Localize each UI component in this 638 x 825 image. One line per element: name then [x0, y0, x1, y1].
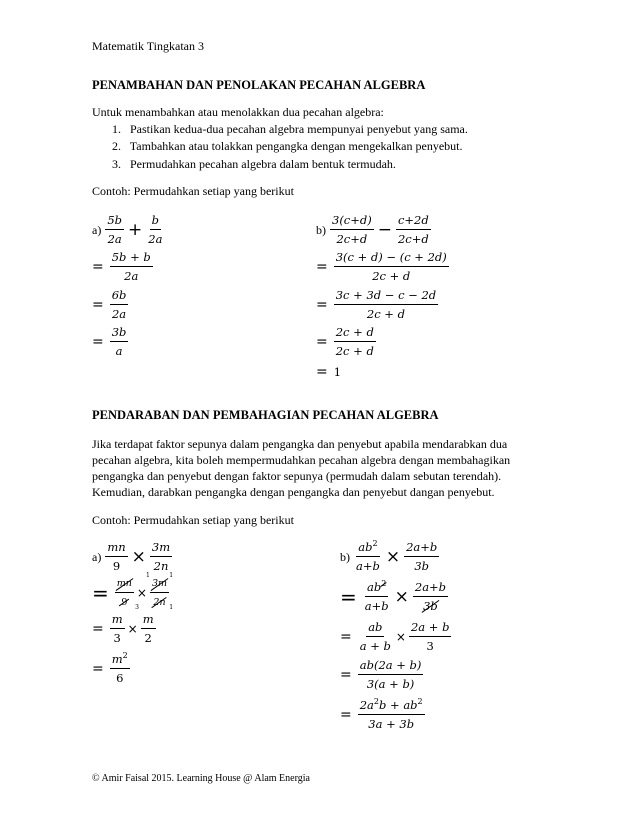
numerator: b — [150, 213, 161, 230]
step-text: Tambahkan atau tolakkan pengangka dengan mengekalkan penyebut. — [129, 139, 463, 153]
denominator: 2c + d — [335, 344, 374, 358]
minus-operator: − — [377, 220, 392, 240]
denominator: 3b — [414, 559, 430, 573]
s2b-cancel — [340, 580, 448, 614]
numerator: ab — [358, 540, 373, 554]
cancelled-exponent: 2 — [381, 579, 387, 589]
fraction — [115, 576, 139, 611]
paragraph-line: pengangka dan penyebut dengan faktor sepunya (permudah dalam sebutan terendah). — [92, 469, 502, 483]
fraction — [110, 325, 129, 359]
paragraph-line: Kemudian, darabkan pengangka dengan pengangka dan penyebut dangan penyebut. — [92, 485, 495, 499]
s2b-step2 — [340, 620, 451, 654]
numerator-part: 2a — [359, 698, 374, 712]
fraction — [334, 288, 438, 322]
numerator: 5b + b — [110, 250, 153, 267]
s2b-step3 — [340, 658, 423, 692]
fraction — [358, 620, 393, 654]
step-number: 1. — [112, 122, 121, 136]
s1b-step1 — [316, 250, 449, 284]
times-operator: × — [394, 587, 409, 607]
fraction — [330, 213, 374, 247]
paragraph-line: Jika terdapat faktor sepunya dalam pengangka dan penyebut apabila mendarabkan dua — [92, 437, 508, 451]
denominator: 2a — [107, 232, 122, 246]
fraction — [334, 250, 449, 284]
denominator: 3a + 3b — [368, 717, 415, 731]
cancelled-numerator: 3m — [150, 576, 169, 593]
numerator-part: b + ab — [379, 698, 418, 712]
s2b-step4 — [340, 698, 425, 732]
denominator: 2c+d — [397, 232, 429, 246]
times-operator: × — [127, 622, 138, 636]
denominator: 2n — [153, 559, 169, 573]
cancel-mark: 3 — [135, 604, 139, 611]
denominator: 6 — [116, 671, 124, 685]
example-a-label: a) — [92, 222, 102, 237]
denominator: 2c + d — [366, 307, 405, 321]
times-operator: × — [385, 547, 401, 567]
denominator: 3(a + b) — [366, 677, 415, 691]
fraction — [145, 572, 174, 611]
fraction — [354, 540, 382, 574]
numerator: 3m — [150, 540, 172, 557]
numerator: c+2d — [396, 213, 431, 230]
cancel-mark: 1 — [169, 572, 174, 579]
section-heading-addition: PENAMBAHAN DAN PENOLAKAN PECAHAN ALGEBRA — [92, 78, 426, 92]
list-item — [112, 121, 468, 137]
s1a-step2 — [92, 288, 128, 322]
equals-sign: = — [92, 661, 104, 677]
numerator: 3(c+d) — [330, 213, 374, 230]
page-header-title: Matematik Tingkatan 3 — [92, 39, 204, 53]
denominator: 3 — [426, 639, 434, 653]
equals-sign: = — [340, 629, 352, 645]
cancelled-numerator: mn — [115, 576, 134, 593]
paragraph-line: pecahan algebra, kita boleh mempermudahkan pecahan algebra dengan membahagikan — [92, 453, 511, 467]
cancelled-denominator: 3b — [423, 599, 438, 613]
fraction — [105, 213, 124, 247]
example-label: Contoh: Permudahkan setiap yang berikut — [92, 184, 294, 198]
fraction — [146, 213, 164, 247]
numerator: 3c + 3d − c − 2d — [334, 288, 438, 305]
equals-sign: = — [316, 334, 328, 350]
fraction — [110, 652, 130, 686]
exponent: 2 — [417, 697, 423, 707]
exponent: 2 — [122, 651, 128, 661]
s1a-step1 — [92, 250, 153, 284]
denominator: a — [115, 344, 123, 358]
equals-sign: = — [92, 334, 104, 350]
fraction — [110, 288, 129, 322]
step-number: 2. — [112, 139, 121, 153]
denominator: 2c+d — [336, 232, 368, 246]
fraction — [409, 620, 451, 654]
equals-sign: = — [340, 707, 352, 723]
numerator: ab(2a + b) — [358, 658, 424, 675]
exponent: 2 — [373, 697, 380, 707]
denominator: 2a — [111, 307, 127, 321]
numerator: 3(c + d) − (c + 2d) — [334, 250, 449, 267]
numerator: ab — [367, 580, 382, 594]
denominator: a+b — [364, 599, 389, 613]
section-heading-multiplication: PENDARABAN DAN PEMBAHAGIAN PECAHAN ALGEBRA — [92, 408, 439, 422]
equals-sign: = — [340, 585, 357, 609]
cancelled-denominator: 9 — [119, 593, 129, 610]
equals-sign: = — [92, 259, 104, 275]
denominator: 2 — [144, 631, 152, 645]
example-b-label: b) — [316, 222, 326, 237]
s2a-step2 — [92, 612, 156, 646]
s1a-step3 — [92, 325, 128, 359]
s1b-step4 — [316, 364, 341, 380]
numerator: 2c + d — [334, 325, 376, 342]
plus-operator: + — [128, 220, 143, 240]
times-operator: × — [395, 630, 406, 644]
cancel-mark: 1 — [169, 604, 174, 611]
fraction — [150, 540, 172, 574]
equals-sign: = — [316, 364, 328, 380]
equals-sign: = — [92, 297, 104, 313]
s2a-cancel — [92, 572, 174, 611]
numerator: m — [141, 612, 156, 629]
cancelled-denominator: 2n — [151, 593, 167, 610]
fraction — [396, 213, 431, 247]
numerator: ab — [366, 620, 384, 637]
fraction — [404, 540, 439, 574]
footer-copyright: © Amir Faisal 2015. Learning House @ Alam Energia — [92, 773, 310, 784]
equals-sign: = — [316, 297, 328, 313]
equals-sign: = — [92, 621, 104, 637]
denominator: 3 — [113, 631, 121, 645]
fraction — [110, 612, 125, 646]
fraction — [358, 698, 425, 732]
times-operator: × — [131, 547, 146, 567]
s1b-step3 — [316, 325, 376, 359]
equals-sign: = — [340, 667, 352, 683]
numerator: 2a+b — [404, 540, 439, 557]
example-label: Contoh: Permudahkan setiap yang berikut — [92, 513, 294, 527]
s2a-question — [92, 540, 172, 574]
example-b-label: b) — [340, 549, 350, 564]
equals-sign: = — [92, 581, 109, 605]
denominator: 9 — [112, 559, 121, 573]
step-number: 3. — [112, 157, 121, 171]
denominator: a + b — [359, 639, 391, 653]
fraction — [110, 250, 153, 284]
numerator: 3b — [110, 325, 129, 342]
fraction — [413, 580, 448, 614]
list-item — [112, 156, 396, 172]
result-value: 1 — [333, 365, 342, 379]
fraction — [358, 658, 424, 692]
s1b-question — [316, 213, 431, 247]
equals-sign: = — [316, 259, 328, 275]
s1b-step2 — [316, 288, 438, 322]
denominator: 2a — [124, 269, 139, 283]
fraction — [141, 612, 156, 646]
numerator: m — [111, 652, 123, 666]
denominator: a+b — [356, 559, 380, 573]
fraction — [334, 325, 376, 359]
fraction — [105, 540, 127, 574]
s1a-question — [92, 213, 164, 247]
denominator: 2c + d — [372, 269, 411, 283]
numerator: mn — [105, 540, 127, 557]
fraction — [363, 580, 391, 614]
s2b-question — [340, 540, 439, 574]
numerator: 5b — [105, 213, 124, 230]
numerator: 2a+b — [413, 580, 448, 597]
numerator: 6b — [110, 288, 129, 305]
step-text: Permudahkan pecahan algebra dalam bentuk termudah. — [130, 157, 396, 171]
section-intro: Untuk menambahkan atau menolakkan dua pecahan algebra: — [92, 105, 384, 119]
step-text: Pastikan kedua-dua pecahan algebra mempunyai penyebut yang sama. — [130, 122, 468, 136]
exponent: 2 — [372, 539, 378, 549]
numerator: m — [110, 612, 125, 629]
denominator: 2a — [148, 232, 163, 246]
times-operator: × — [136, 586, 147, 600]
s2a-step3 — [92, 652, 130, 686]
cancel-mark: 1 — [145, 572, 150, 579]
list-item — [112, 138, 463, 154]
numerator: 2a + b — [409, 620, 451, 637]
example-a-label: a) — [92, 549, 102, 564]
